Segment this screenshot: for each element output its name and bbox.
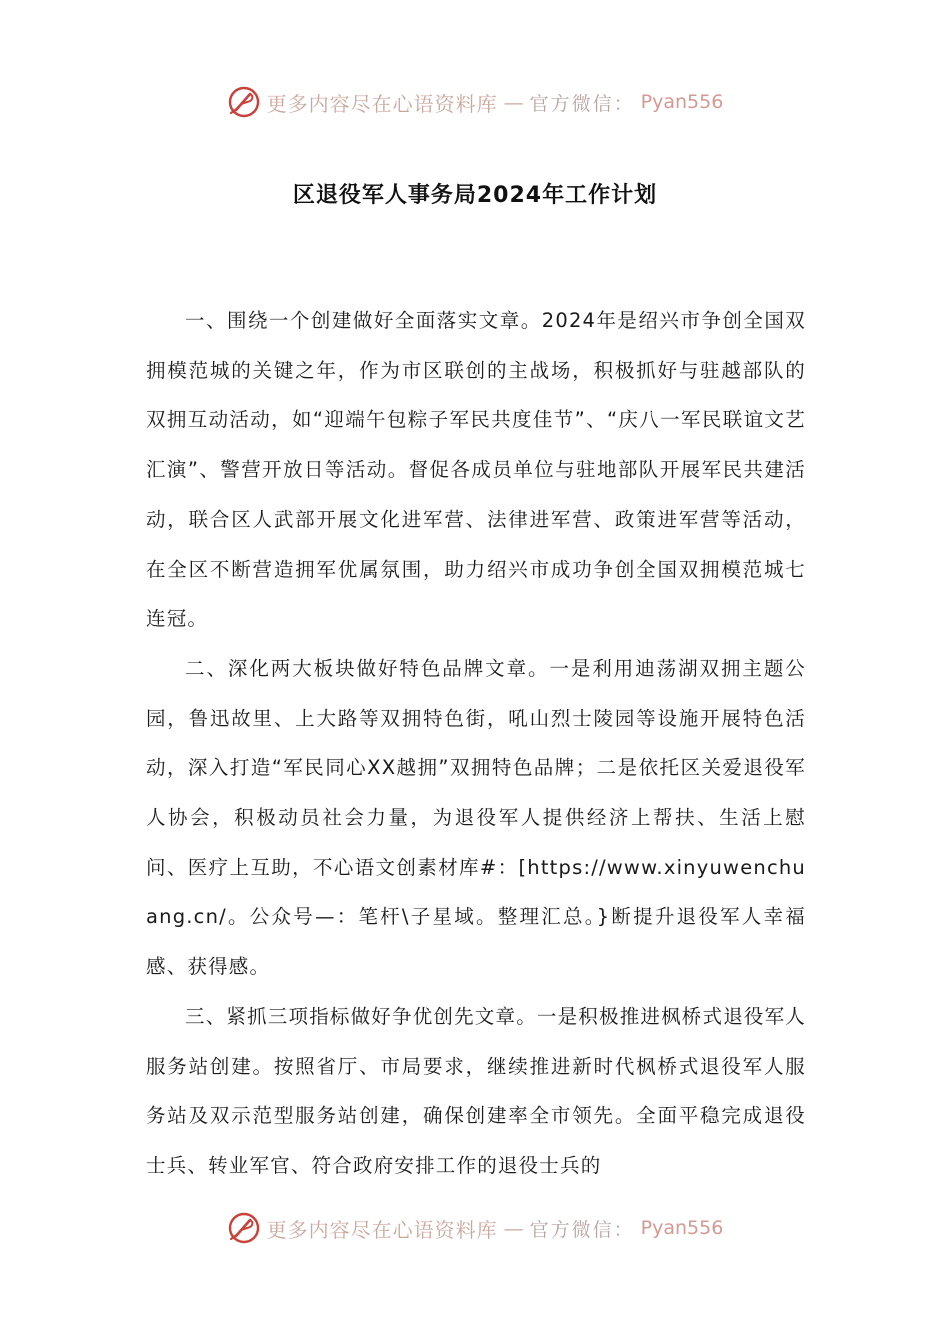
footer-brand-text: 更多内容尽在心语资料库 (266, 1217, 498, 1242)
header-brand-text: 更多内容尽在心语资料库 (266, 91, 498, 116)
paragraph-3: 三、紧抓三项指标做好争优创先文章。一是积极推进枫桥式退役军人服务站创建。按照省厅、市局要求，继续推进新时代枫桥式退役军人服务站及双示范型服务站创建，确保创建率全市领先。全面平稳完成退役士兵、转业军官、符合政府安排工作的退役士兵的 (146, 1004, 807, 1177)
footer-wechat-id: Pyan556 (640, 1217, 724, 1239)
quill-pen-icon (227, 1211, 261, 1245)
quill-pen-icon (227, 85, 261, 119)
footer-watermark-banner (0, 1208, 950, 1248)
header-wechat-label: 官方微信： (529, 92, 635, 115)
paragraph-1: 一、围绕一个创建做好全面落实文章。2024年是绍兴市争创全国双拥模范城的关键之年，作为市区联创的主战场，积极抓好与驻越部队的双拥互动活动，如“迎端午包粽子军民共度佳节”、“庆八一军民联谊文艺汇演”、警营开放日等活动。督促各成员单位与驻地部队开展军民共建活动，联合区人武部开展文化进军营、法律进军营、政策进军营等活动，在全区不断营造拥军优属氛围，助力绍兴市成功争创全国双拥模范城七连冠。 (146, 309, 806, 631)
header-watermark-banner (0, 82, 950, 122)
document-body (146, 296, 806, 1191)
footer-separator: — (503, 1216, 524, 1240)
footer-wechat-label: 官方微信： (529, 1218, 635, 1241)
header-wechat-id: Pyan556 (640, 91, 724, 113)
paragraph-2: 二、深化两大板块做好特色品牌文章。一是利用迪荡湖双拥主题公园，鲁迅故里、上大路等双拥特色街，吼山烈士陵园等设施开展特色活动，深入打造“军民同心XX越拥”双拥特色品牌；二是依托区关爱退役军人协会，积极动员社会力量，为退役军人提供经济上帮扶、生活上慰问、医疗上互助，不心语文创素材库#：[https://www.xinyuwenchuang.cn/。公众号—：笔杆\子星域。整理汇总。}断提升退役军人幸福感、获得感。 (146, 656, 806, 979)
header-separator: — (503, 90, 524, 114)
document-title: 区退役军人事务局2024年工作计划 (292, 183, 658, 208)
